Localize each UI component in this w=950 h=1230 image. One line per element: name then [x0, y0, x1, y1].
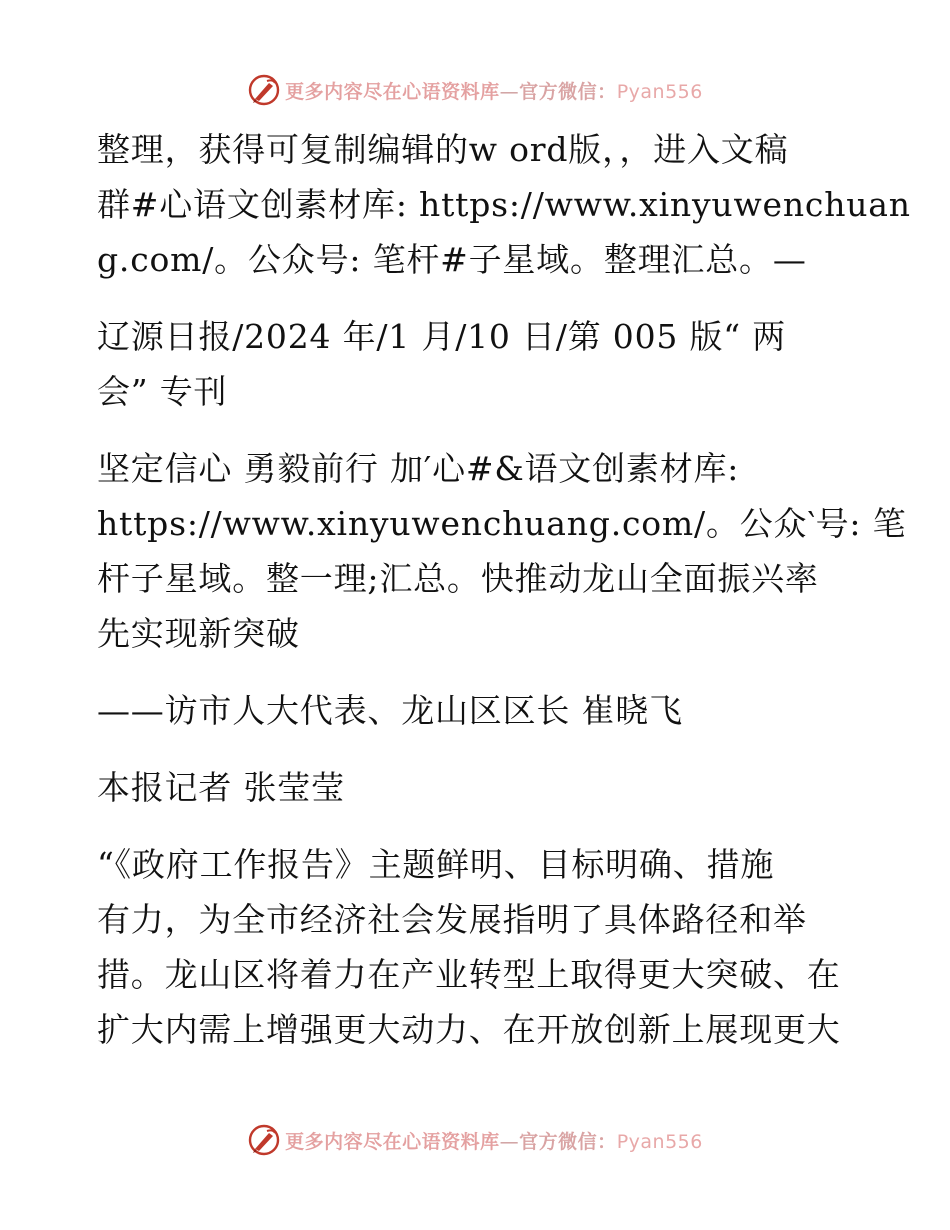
text-line: 扩大内需上增强更大动力、在开放创新上展现更大: [97, 1010, 841, 1049]
paragraph: [97, 837, 857, 1057]
footer-watermark-banner: [0, 1120, 950, 1160]
text-line: 本报记者 张莹莹: [97, 768, 345, 807]
paragraph: [97, 441, 907, 661]
text-line: ——访市人大代表、龙山区区长 崔晓飞: [97, 691, 683, 730]
header-watermark-banner: [0, 70, 950, 110]
text-line: 杆子星域。整一理;汇总。快推动龙山全面振兴率: [97, 559, 819, 598]
paragraph: [97, 309, 857, 419]
text-line: 有力，为全市经济社会发展指明了具体路径和举: [97, 900, 807, 939]
banner-title: 更多内容尽在心语资料库: [285, 1130, 500, 1153]
banner-account: Pyan556: [616, 1130, 703, 1153]
text-line: 辽源日报/2024 年/1 月/10 日/第 005 版“ 两: [97, 317, 787, 356]
banner-separator: —: [499, 1130, 520, 1153]
banner-separator: —: [499, 80, 520, 103]
banner-label: 官方微信：: [519, 1130, 617, 1153]
paragraph: [97, 683, 857, 738]
text-line: 会” 专刊: [97, 372, 228, 411]
paragraph: [97, 122, 911, 287]
pen-logo-icon: [247, 73, 281, 107]
paragraph: [97, 760, 857, 815]
pen-logo-icon: [247, 1123, 281, 1157]
banner-text: [285, 77, 703, 104]
text-line: 先实现新突破: [97, 614, 300, 653]
text-line: 群#心语文创素材库: https://www.xinyuwenchuan: [97, 185, 911, 224]
text-line: 措。龙山区将着力在产业转型上取得更大突破、在: [97, 955, 841, 994]
banner-account: Pyan556: [616, 80, 703, 103]
document-body: [97, 122, 911, 1057]
text-line: 整理，获得可复制编辑的w ord版，，进入文稿: [97, 130, 789, 169]
text-line: https://www.xinyuwenchuang.com/。公众‵号: 笔: [97, 504, 907, 543]
banner-title: 更多内容尽在心语资料库: [285, 80, 500, 103]
banner-label: 官方微信：: [519, 80, 617, 103]
text-line: g.com/。公众号: 笔杆#子星域。整理汇总。—: [97, 240, 807, 279]
text-line: “《政府工作报告》主题鲜明、目标明确、措施: [97, 845, 775, 884]
banner-text: [285, 1127, 703, 1154]
text-line: 坚定信心 勇毅前行 加′心#&语文创素材库:: [97, 449, 740, 488]
